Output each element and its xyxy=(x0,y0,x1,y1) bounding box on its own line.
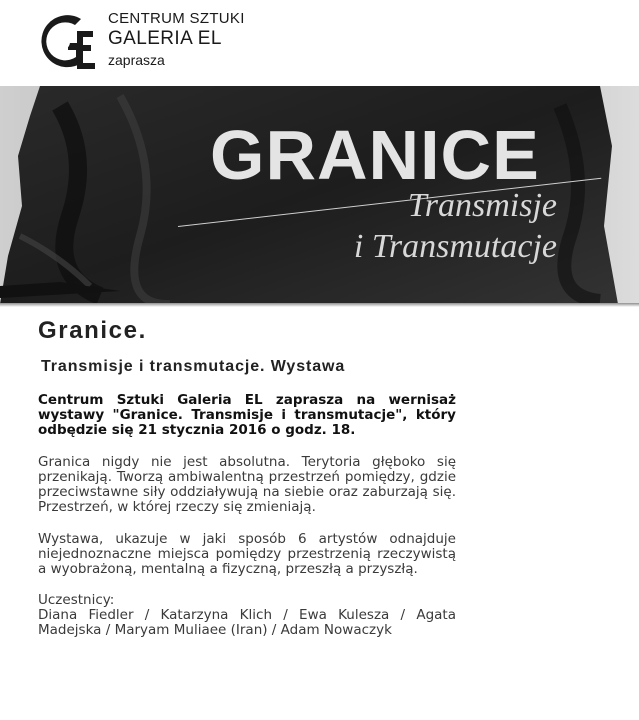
banner-subtitle-line1: Transmisje xyxy=(407,187,557,224)
logo-line-galeria: GALERIA EL xyxy=(108,28,222,49)
logo-line-zaprasza: zaprasza xyxy=(108,52,165,68)
participants-label: Uczestnicy: xyxy=(38,592,115,608)
article-title: Granice. xyxy=(38,317,147,344)
participants-list: Diana Fiedler / Katarzyna Klich / Ewa Kulesza / Agata Madejska / Maryam Muliaee (Iran) / Adam Nowaczyk xyxy=(38,607,456,638)
participants-section xyxy=(38,593,456,638)
galeria-el-logo-icon[interactable] xyxy=(37,13,99,71)
article-paragraph-exhibition: Wystawa, ukazuje w jaki sposób 6 artystów odnajduje niejednoznaczne miejsca pomiędzy przestrzenią rzeczywistą a wyobrażoną, mentalną a fizyczną, przeszłą a przyszłą. xyxy=(38,531,456,577)
article-subtitle: Transmisje i transmutacje. Wystawa xyxy=(41,358,346,375)
header xyxy=(0,0,639,86)
banner-title: GRANICE xyxy=(210,116,540,194)
article-paragraph-borders: Granica nigdy nie jest absolutna. Terytoria głęboko się przenikają. Tworzą ambiwalentną przestrzeń pomiędzy, gdzie przeciwstawne siły oddziaływują na siebie oraz zaburzają się. Przestrzeń, w której rzeczy się zmieniają. xyxy=(38,454,456,515)
logo-line-centrum: CENTRUM SZTUKI xyxy=(108,10,245,27)
logo-text xyxy=(108,10,245,69)
exhibition-banner xyxy=(0,86,639,306)
banner-subtitle-line2: i Transmutacje xyxy=(353,228,557,265)
banner-shadow xyxy=(0,303,639,307)
article xyxy=(38,317,456,638)
article-lead-paragraph: Centrum Sztuki Galeria EL zaprasza na wernisaż wystawy "Granice. Transmisje i transmutacje", który odbędzie się 21 stycznia 2016 o godz. 18. xyxy=(38,392,456,438)
